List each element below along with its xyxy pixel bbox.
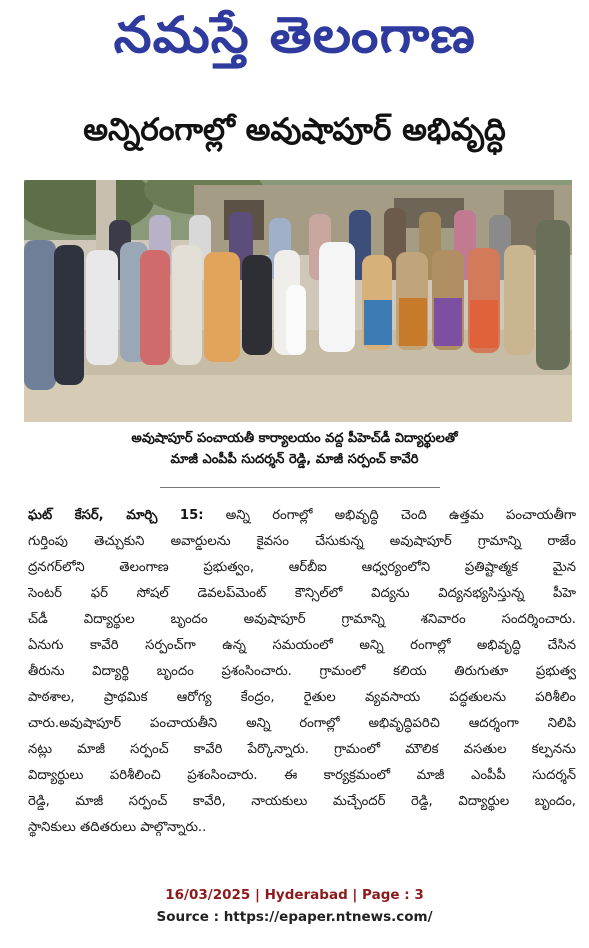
body-line: గుర్తింపు తెచ్చుకుని అవార్డులను కైవసం చేసుకున్న అవుషాపూర్ గ్రామాన్ని రాజేం	[28, 534, 576, 549]
body-line: సెంటర్ ఫర్ సోషల్ డెవలప్‌మెంట్ కౌన్సిల్‌లో విద్యను విద్యనభ్యసిస్తున్న పీహె	[28, 586, 576, 601]
body-line: విద్యార్థులు పరిశీలించి ప్రశంసించారు. ఈ కార్యక్రమంలో మాజీ ఎంపీపీ సుదర్శన్	[28, 768, 576, 783]
body-line: స్థానికులు తదితరులు పాల్గొన్నారు..	[28, 820, 207, 835]
body-line: చారు.అవుషాపూర్ పంచాయతీని అన్ని రంగాల్లో అభివృద్ధిపరిచి ఆదర్శంగా నిలిపి	[28, 716, 576, 731]
article-body	[28, 503, 576, 841]
masthead-title: నమస్తే తెలంగాణ	[113, 5, 476, 64]
article-headline	[0, 108, 589, 158]
headline-text: అన్నిరంగాల్లో అవుషాపూర్ అభివృద్ధి	[83, 111, 506, 148]
body-line: ఘట్ కేసర్, మార్చి 15: అన్ని రంగాల్లో అభివృద్ధి చెంది ఉత్తమ పంచాయతీగా	[28, 508, 576, 523]
newspaper-masthead	[0, 0, 589, 82]
body-line: ద్రనగర్‌లోని తెలంగాణ ప్రభుత్వం, ఆర్‌బీఐ ఆధ్వర్యంలోని ప్రతిష్టాత్మక మైన	[28, 560, 576, 575]
body-line: పాఠశాల, ప్రాథమిక ఆరోగ్య కేంద్రం, రైతుల వ్యవసాయ పద్ధతులను పరిశీలిం	[28, 690, 576, 705]
caption-line-1: అవుషాపూర్ పంచాయతీ కార్యాలయం వద్ద పీహెచ్‌డీ విద్యార్థులతో	[131, 431, 458, 446]
caption-divider	[160, 487, 440, 488]
page-footer	[0, 884, 589, 928]
dateline: ఘట్ కేసర్, మార్చి 15:	[28, 508, 204, 523]
photo-caption	[20, 428, 569, 472]
body-line: చ్‌డీ విద్యార్థుల బృందం అవుషాపూర్ గ్రామాన్ని శనివారం సందర్శించారు.	[28, 612, 576, 627]
caption-line-2: మాజీ ఎంపీపీ సుదర్శన్ రెడ్డి, మాజీ సర్పంచ్ కావేరి	[170, 452, 419, 467]
body-line: ఏనుగు కావేరి సర్పంచ్‌గా ఉన్న సమయంలో అన్ని రంగాల్లో అభివృద్ధి చేసిన	[28, 638, 576, 653]
footer-source-link[interactable]: Source : https://epaper.ntnews.com/	[156, 909, 433, 925]
footer-edition-info: 16/03/2025 | Hyderabad | Page : 3	[165, 887, 424, 903]
body-line: నట్లు మాజీ సర్పంచ్ కావేరి పేర్కొన్నారు. గ్రామంలో మౌలిక వసతుల కల్పనను	[28, 742, 576, 757]
body-line: రెడ్డి, మాజీ సర్పంచ్ కావేరి, నాయకులు మచ్చేందర్ రెడ్డి, విద్యార్థుల బృందం,	[28, 794, 576, 809]
body-line: తీరును విద్యార్థి బృందం ప్రశంసించారు. గ్రామంలో కలియ తిరుగుతూ ప్రభుత్వ	[28, 664, 576, 679]
group-photo-illustration	[24, 180, 572, 422]
group-photo	[24, 180, 572, 422]
